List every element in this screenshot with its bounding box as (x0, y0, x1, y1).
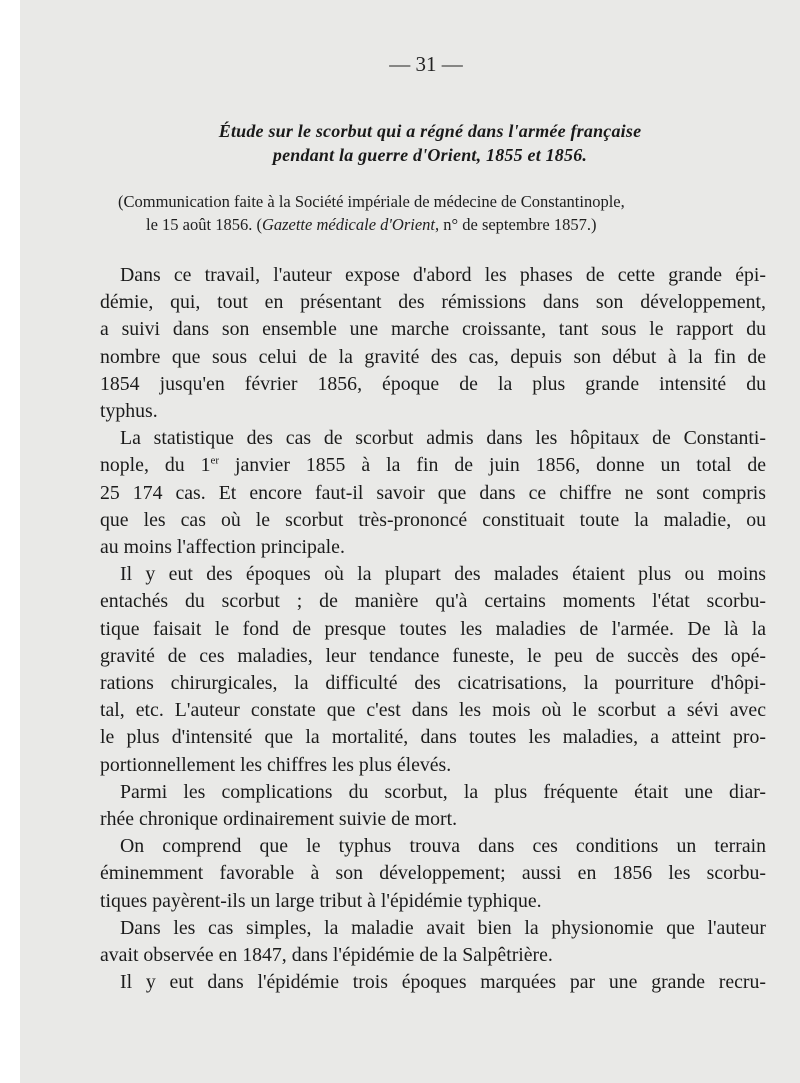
paragraph-3-line: rations chirurgicales, la difficulté des cicatrisations, la pourriture d'hôpi- (100, 672, 766, 695)
paragraph-5-line: éminemment favorable à son développement; aussi en 1856 les scorbu- (100, 862, 766, 885)
paragraph-2-line: que les cas où le scorbut très-prononcé constituait toute la maladie, ou (100, 508, 766, 531)
paragraph-1-line: 1854 jusqu'en février 1856, époque de la plus grande intensité du (100, 372, 766, 395)
communication-note (118, 190, 768, 236)
paragraph-3-line: gravité de ces maladies, leur tendance funeste, le peu de succès des opé- (100, 644, 766, 667)
communication-date: le 15 août 1856. ( (146, 215, 262, 234)
body-text (100, 262, 766, 996)
paragraph-2-line: au moins l'affection principale. (100, 536, 345, 559)
scan-left-margin (0, 0, 20, 1083)
paragraph-1-line: nombre que sous celui de la gravité des cas, depuis son début à la fin de (100, 345, 766, 368)
paragraph-1-line: a suivi dans son ensemble une marche croissante, tant sous le rapport du (100, 318, 766, 341)
paragraph-3-line: entachés du scorbut ; de manière qu'à certains moments l'état scorbu- (100, 590, 766, 613)
paragraph-5-line: On comprend que le typhus trouva dans ces conditions un terrain (120, 835, 766, 858)
paragraph-2-line (100, 452, 766, 479)
paragraph-3-line: le plus d'intensité que la mortalité, dans toutes les maladies, a atteint pro- (100, 726, 766, 749)
heading-line-1: Étude sur le scorbut qui a régné dans l'armée française (218, 121, 642, 141)
paragraph-3-line: tal, etc. L'auteur constate que c'est dans les mois où le scorbut a sévi avec (100, 699, 766, 722)
paragraph-1-line: Dans ce travail, l'auteur expose d'abord les phases de cette grande épi- (120, 264, 766, 286)
paragraph-3-line: tique faisait le fond de presque toutes les maladies de l'armée. De là la (100, 617, 766, 640)
paragraph-1-line: typhus. (100, 400, 158, 423)
journal-title: Gazette médicale d'Orient (261, 215, 436, 234)
paragraph-6-line: Dans les cas simples, la maladie avait bien la physionomie que l'auteur (120, 916, 766, 939)
communication-issue: , n° de septembre 1857.) (435, 215, 597, 234)
paragraph-1-line: démie, qui, tout en présentant des rémissions dans son développement, (100, 291, 766, 314)
paragraph-2-segment: janvier 1855 à la fin de juin 1856, donne un total de (219, 454, 766, 477)
paragraph-2-line: 25 174 cas. Et encore faut-il savoir que dans ce chiffre ne sont compris (100, 481, 766, 504)
paragraph-5-line: tiques payèrent-ils un large tribut à l'épidémie typhique. (100, 889, 542, 912)
communication-line-1: (Communication faite à la Société impériale de médecine de Constantinople, (118, 192, 625, 211)
paragraph-4-line: rhée chronique ordinairement suivie de mort. (100, 808, 458, 831)
paragraph-3-line: Il y eut des époques où la plupart des malades étaient plus ou moins (120, 563, 766, 586)
paragraph-2-line: La statistique des cas de scorbut admis dans les hôpitaux de Constanti- (120, 427, 766, 450)
heading-line-2: pendant la guerre d'Orient, 1855 et 1856. (272, 145, 588, 165)
page-number: — 31 — (389, 52, 463, 76)
communication-line-2 (118, 213, 768, 236)
paragraph-4-line: Parmi les complications du scorbut, la plus fréquente était une diar- (120, 780, 766, 803)
paragraph-7-line: Il y eut dans l'épidémie trois époques marquées par une grande recru- (120, 971, 766, 994)
paragraph-2-segment: nople, du 1 (100, 454, 211, 477)
ordinal-superscript: er (210, 454, 220, 467)
paragraph-3-line: portionnellement les chiffres les plus élevés. (100, 753, 452, 776)
article-heading (100, 119, 760, 167)
paragraph-6-line: avait observée en 1847, dans l'épidémie de la Salpêtrière. (100, 944, 553, 967)
